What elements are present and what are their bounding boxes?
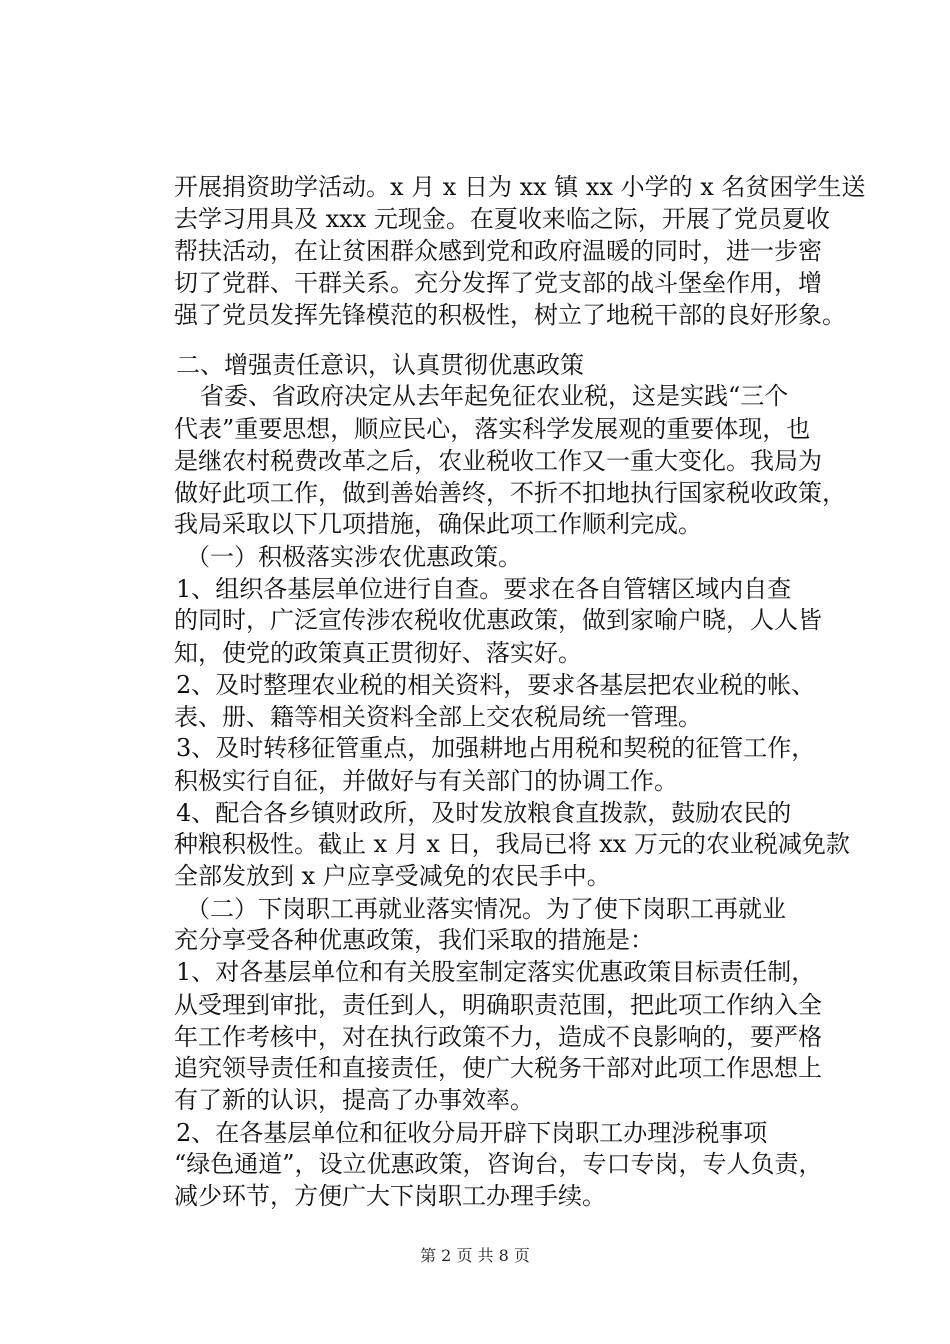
text-line: 帮扶活动，在让贫困群众感到党和政府温暖的同时，进一步密 xyxy=(174,237,822,265)
text-line: 1、组织各基层单位进行自查。要求在各自管辖区域内自查 xyxy=(176,575,792,603)
text-line: 我局采取以下几项措施，确保此项工作顺利完成。 xyxy=(174,510,702,538)
text-line: 强了党员发挥先锋模范的积极性，树立了地税干部的良好形象。 xyxy=(174,301,846,329)
page-number-footer: 第 2 页 共 8 页 xyxy=(420,1246,530,1265)
text-line: 1、对各基层单位和有关股室制定落实优惠政策目标责任制， xyxy=(176,958,816,986)
subsection-heading: （一）积极落实涉农优惠政策。 xyxy=(186,543,522,571)
text-line: 减少环节，方便广大下岗职工办理手续。 xyxy=(174,1182,606,1210)
section-heading: 二、增强责任意识，认真贯彻优惠政策 xyxy=(176,351,584,379)
text-line: 充分享受各种优惠政策，我们采取的措施是： xyxy=(174,926,654,954)
text-line: 切了党群、干群关系。充分发挥了党支部的战斗堡垒作用，增 xyxy=(174,269,822,297)
text-line: 3、及时转移征管重点，加强耕地占用税和契税的征管工作， xyxy=(176,734,816,762)
text-line: 从受理到审批，责任到人，明确职责范围，把此项工作纳入全 xyxy=(174,991,822,1019)
text-line: 年工作考核中，对在执行政策不力，造成不良影响的，要严格 xyxy=(174,1023,822,1051)
subsection-heading: （二）下岗职工再就业落实情况。为了使下岗职工再就业 xyxy=(186,895,786,923)
text-line: 积极实行自征，并做好与有关部门的协调工作。 xyxy=(174,767,678,795)
text-line: 全部发放到 x 户应享受减免的农民手中。 xyxy=(174,862,611,890)
text-line: 追究领导责任和直接责任，使广大税务干部对此项工作思想上 xyxy=(174,1054,822,1082)
text-line: 去学习用具及 xxx 元现金。在夏收来临之际，开展了党员夏收 xyxy=(174,205,830,233)
text-line: 做好此项工作，做到善始善终，不折不扣地执行国家税收政策， xyxy=(174,479,846,507)
text-line: 的同时，广泛宣传涉农税收优惠政策，做到家喻户晓，人人皆 xyxy=(174,606,822,634)
text-line: 是继农村税费改革之后，农业税收工作又一重大变化。我局为 xyxy=(174,447,822,475)
text-line: 表、册、籍等相关资料全部上交农税局统一管理。 xyxy=(174,703,702,731)
text-line: 2、在各基层单位和征收分局开辟下岗职工办理涉税事项 xyxy=(176,1119,768,1147)
text-line: 代表”重要思想，顺应民心，落实科学发展观的重要体现，也 xyxy=(174,415,811,443)
text-line: 省委、省政府决定从去年起免征农业税，这是实践“三个 xyxy=(200,382,789,410)
text-line: 4、配合各乡镇财政所，及时发放粮食直拨款，鼓励农民的 xyxy=(176,799,792,827)
text-line: 开展捐资助学活动。x 月 x 日为 xx 镇 xx 小学的 x 名贫困学生送 xyxy=(174,173,866,201)
text-line: 种粮积极性。截止 x 月 x 日，我局已将 xx 万元的农业税减免款 xyxy=(174,830,850,858)
text-line: “绿色通道”，设立优惠政策，咨询台，专口专岗，专人负责， xyxy=(174,1150,823,1178)
text-line: 知，使党的政策真正贯彻好、落实好。 xyxy=(174,639,582,667)
text-line: 2、及时整理农业税的相关资料，要求各基层把农业税的帐、 xyxy=(176,671,816,699)
text-line: 有了新的认识，提高了办事效率。 xyxy=(174,1086,534,1114)
